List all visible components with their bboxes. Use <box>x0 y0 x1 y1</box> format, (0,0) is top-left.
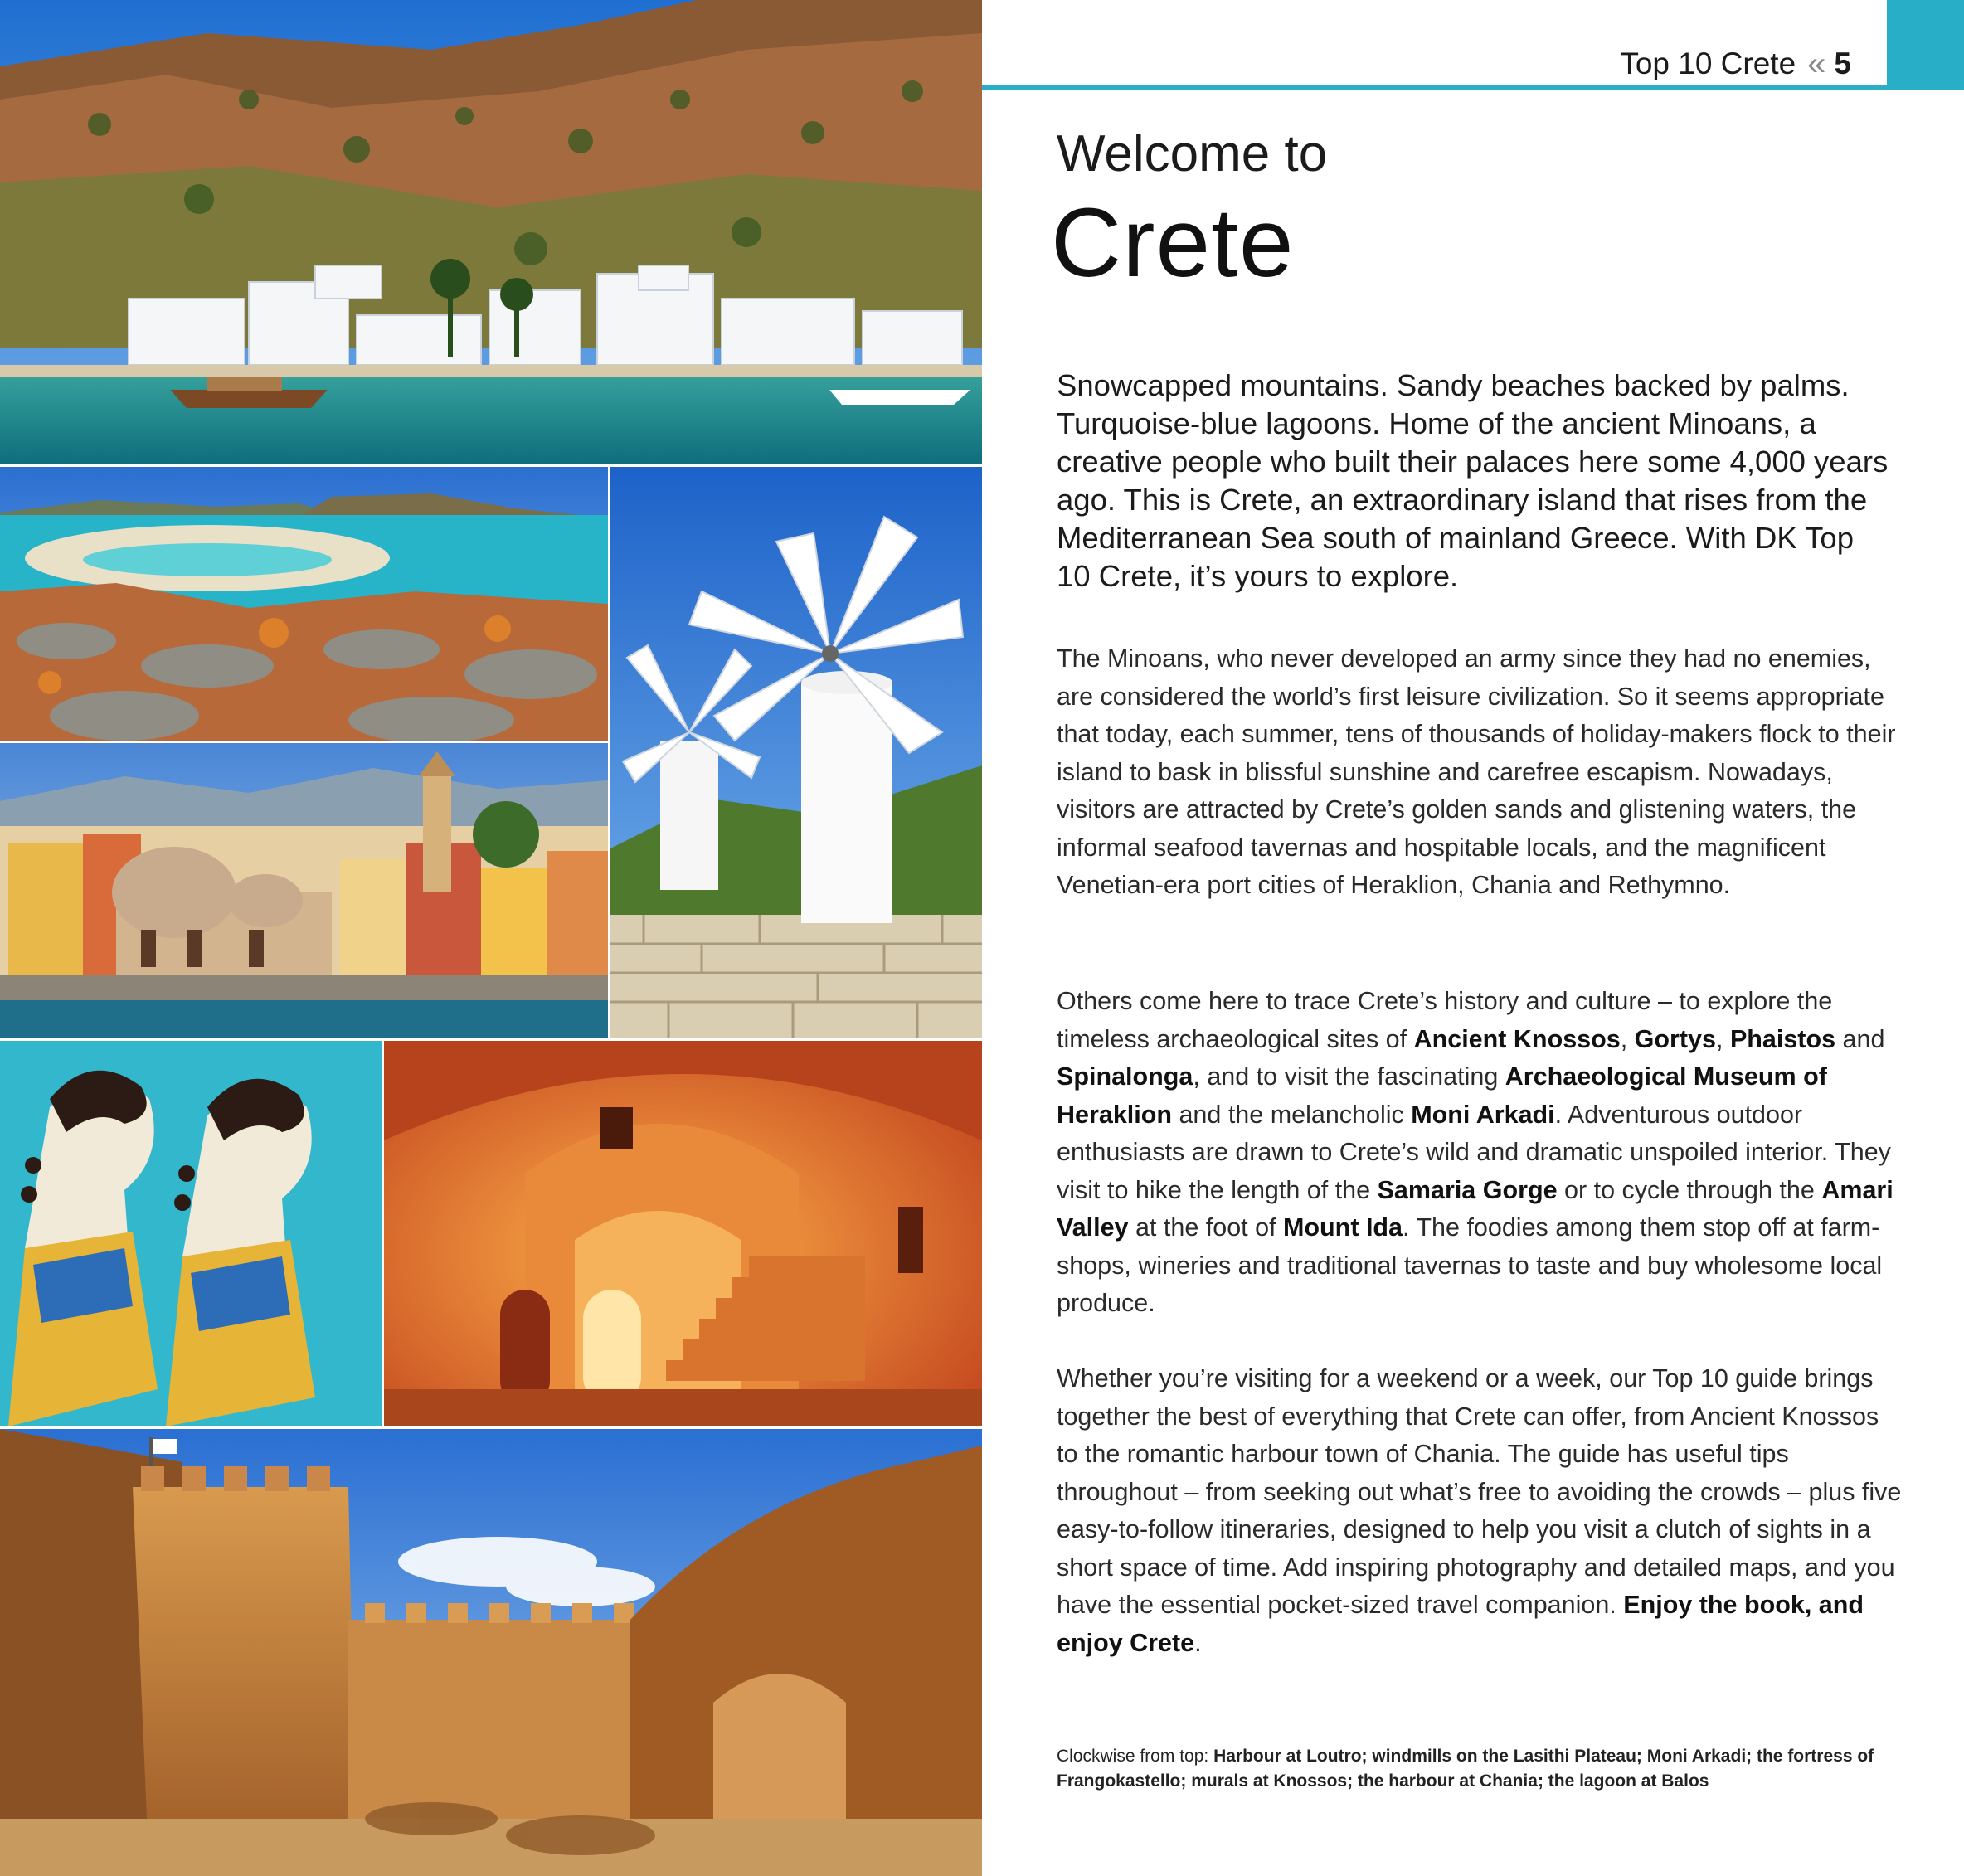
photo-moni-arkadi <box>384 1041 982 1426</box>
para2-text: , and to visit the fascinating <box>1193 1062 1505 1091</box>
intro-paragraph: Snowcapped mountains. Sandy beaches backed by palms. Turquoise-blue lagoons. Home of the ancient Minoans, a creative people who built their palaces here some 4,000 years ago. This is Crete, an extraordinary island that rises from the Mediterranean Sea south of mainland Greece. With DK Top 10 Crete, it’s yours to explore. <box>1057 368 1889 593</box>
highlight-place: Gortys <box>1634 1024 1716 1053</box>
photo-murals-knossos <box>0 1041 382 1426</box>
para2-text: . The foodies among them stop off at farm-shops, wineries and traditional tavernas to taste and buy wholesome local produce. <box>1057 1213 1883 1317</box>
body-paragraph-3: Whether you’re visiting for a weekend or a week, our Top 10 guide brings together the best of everything that Crete can offer, from Ancient Knossos to the romantic harbour town of Chania. The guide has useful tips throughout – from seeking out what’s free to avoiding the crowds – plus five easy-to-follow itineraries, designed to help you visit a clutch of sights in a short space of time. Add inspiring photography and detailed maps, and you have the essential pocket-sized travel companion. Enjoy the book, and enjoy Crete. <box>1057 1364 1902 1657</box>
running-head <box>1620 43 1851 85</box>
para2-text: , <box>1620 1024 1635 1053</box>
text-page <box>982 0 1964 1876</box>
caption-text: Harbour at Loutro; windmills on the Lasithi Plateau; Moni Arkadi; the fortress of Frangokastello; murals at Knossos; the harbour at Chania; the lagoon at Balos <box>1057 1747 1874 1791</box>
para2-text: and <box>1835 1024 1885 1053</box>
body-paragraph-2 <box>1057 983 1903 1323</box>
para2-text: , <box>1715 1024 1730 1053</box>
title-welcome: Welcome to <box>1057 125 1328 182</box>
highlight-place: Samaria Gorge <box>1377 1175 1558 1204</box>
para2-text: . Adventurous outdoor enthusiasts are drawn to Crete’s wild and dramatic unspoiled interior. They visit to hike the length of the <box>1057 1100 1891 1204</box>
chevron-left-icon: « <box>1807 45 1823 82</box>
header-rule <box>982 85 1919 90</box>
page-number: 5 <box>1834 46 1851 80</box>
para2-text: or to cycle through the <box>1557 1175 1822 1204</box>
highlight-place: Archaeological Museum of Heraklion <box>1057 1062 1827 1129</box>
photo-harbour-loutro <box>0 0 982 464</box>
caption-lead: Clockwise from top: <box>1057 1747 1214 1766</box>
photo-harbour-chania <box>0 743 608 1038</box>
photo-caption <box>1057 1744 1919 1794</box>
body-paragraph-1: The Minoans, who never developed an army since they had no enemies, are considered the world’s first leisure civilization. So it seems appropriate that today, each summer, tens of thousands of holiday-makers flock to their island to bask in blissful sunshine and carefree escapism. Nowadays, visitors are attracted by Crete’s golden sands and glistening waters, the informal seafood tavernas and hospitable locals, and the magnificent Venetian-era port cities of Heraklion, Chania and Rethymno. <box>1057 644 1896 899</box>
corner-tab <box>1887 0 1964 90</box>
para3-text: Whether you’re visiting for a weekend or a week, our Top 10 guide brings together the best of everything that Crete can offer, from Ancient Knossos to the romantic harbour town of Chania. The guide has useful tips throughout – from seeking out what’s free to avoiding the crowds – plus five easy-to-follow itineraries, designed to help you visit a clutch of sights in a short space of time. Add inspiring photography and detailed maps, and you have the essential pocket-sized travel companion. <box>1057 1364 1902 1619</box>
highlight-place: Mount Ida <box>1283 1213 1403 1242</box>
closing-line: Enjoy the book, and enjoy Crete <box>1057 1591 1864 1657</box>
highlight-place: Ancient Knossos <box>1413 1024 1621 1053</box>
highlight-place: Moni Arkadi <box>1411 1100 1555 1129</box>
para2-text: and the melancholic <box>1172 1100 1412 1129</box>
highlight-place: Amari Valley <box>1057 1175 1894 1242</box>
page-title: Crete <box>1051 188 1295 298</box>
para2-text: Others come here to trace Crete’s history and culture – to explore the timeless archaeological sites of <box>1057 987 1833 1053</box>
running-title: Top 10 Crete <box>1620 46 1796 80</box>
photo-lagoon-balos <box>0 467 608 741</box>
para2-text: at the foot of <box>1128 1213 1284 1242</box>
photo-fortress-frangokastello <box>0 1429 982 1876</box>
photo-windmills-lasithi <box>610 467 982 1038</box>
highlight-place: Spinalonga <box>1057 1062 1193 1091</box>
highlight-place: Phaistos <box>1729 1024 1836 1053</box>
